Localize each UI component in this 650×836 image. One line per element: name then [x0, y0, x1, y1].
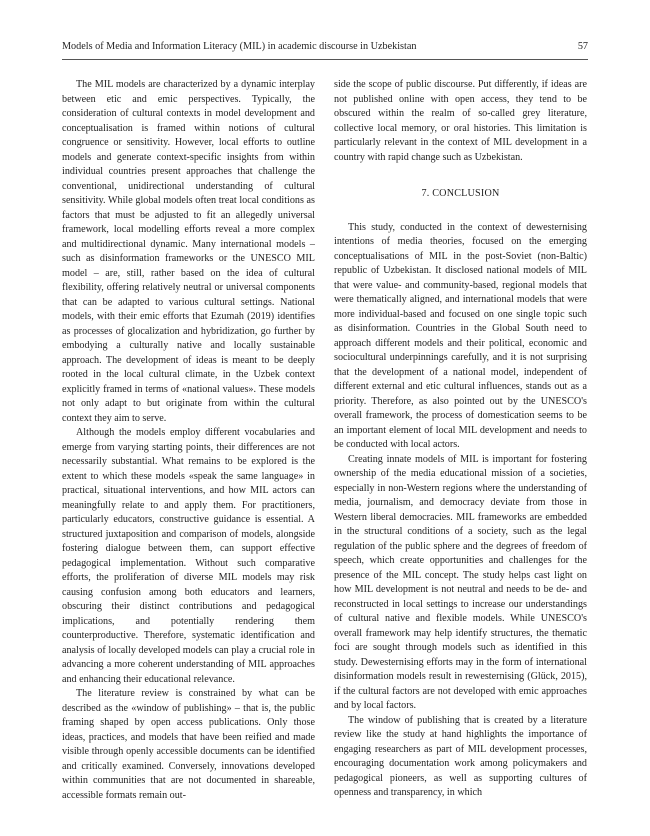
page-number: 57 — [577, 41, 588, 52]
continued-paragraph: side the scope of public discourse. Put differently, if ideas are not published online with open access, they tend to be obscured within the realm of so-called grey literature, collective local memory, or oral histories. This limitation is particularly relevant in the context of MIL development in a country with rapid change such as Uzbekistan. — [334, 79, 587, 163]
left-column — [62, 78, 315, 803]
body-paragraph: The MIL models are characterized by a dynamic interplay between etic and emic perspectives. Typically, the consideration of cultural contexts in model development and conceptualisation is framed within notions of cultural congruence or sensitivity. However, local efforts to outline models and generate context-specific insights from within individual countries present approaches that challenge the conventional, unidirectional understanding of cultural sensitivity. While global models often treat local conditions as factors that must be adjusted to fit an allegedly universal framework, local modelling efforts reveal a more complex and multidirectional dynamic. Many international models – such as disinformation frameworks or the UNESCO MIL model – are, still, rather based on the idea of cultural flexibility, offering relatively neutral or universal components that can be adapted to various cultural settings. National models, with their emic efforts that Ezumah (2019) identifies as processes of glocalization and hybridization, go further by embodying a culturally native and locally sustainable approach. The development of ideas is meant to be deeply rooted in the local cultural climate, in the Uzbek context explicitly framed in terms of «national values». These models not only adapt to but originate from within the cultural context they aim to serve. — [62, 79, 315, 424]
body-paragraph: The literature review is constrained by what can be described as the «window of publishing» – that is, the public framing shaped by open access publications. Only those ideas, practices, and models that have been reified and made visible through openly accessible documents can be identified and critically examined. Conversely, innovations developed within communities that are not documented in shareable, accessible formats remain out- — [62, 688, 315, 801]
body-paragraph: This study, conducted in the context of dewesternising intentions of media theories, focused on the emerging conceptualisations of MIL in the post-Soviet (non-Baltic) republic of Uzbekistan. It disclosed national models of MIL that were value- and community-based, regional models that were thematically aligned, and international models that were more individual-based and focused on one single topic such as disinformation. Countries in the Global South need to approach different models and their political, economic and sociocultural underpinnings carefully, and it is not surprising that the development of a national model, independent of different external and etic cultural influences, stands out as a priority. Therefore, as also pointed out by the UNESCO's overall framework, the process of domestication seems to be an important element of local MIL development and needs to be conducted with local actors. — [334, 221, 587, 450]
running-header — [62, 40, 588, 54]
body-paragraph: Creating innate models of MIL is important for fostering ownership of the media educational mission of a societies, especially in non-Western regions where the understanding of media, journalism, and democracy deviate from those in Western liberal democracies. MIL frameworks are embedded in the structural conditions of a society, such as the legal regulation of the public sphere and the degrees of freedom of speech, which create opportunities and challenges for the presence of the MIL concept. The study helps cast light on how MIL development is not neutral and needs to be de- and reconstructed in local settings to increase our understandings of cultural native and flexible models. While UNESCO's overall framework may help identify structures, the thematic foci are sought through models such as identified in this study. Dewesternising efforts may in the form of international disinformation models result in rewesternising (Glück, 2015), if the cultural factors are not developed with emic approaches and by local factors. — [334, 453, 587, 711]
body-paragraph: Although the models employ different vocabularies and emerge from varying starting points, their differences are not necessarily substantial. What remains to be explored is the extent to which these models «speak the same language» in practical, situational interventions, and how MIL actors can meaningfully relate to and apply them. For practitioners, particularly educators, constructive guidance is essential. A structured juxtaposition and comparison of models, alongside fostering dialogue between them, can support effective pedagogical implementation. Without such comparative efforts, the proliferation of diverse MIL models may risk causing confusion among both educators and learners, obscuring their distinct contributions and pedagogical implications, and potentially rendering them counterproductive. Therefore, systematic identification and analysis of locally developed models can play a crucial role in advancing a more coherent understanding of MIL approaches and enhancing their educational relevance. — [62, 427, 315, 685]
running-title: Models of Media and Information Literacy (MIL) in academic discourse in Uzbekistan — [62, 41, 417, 52]
header-rule — [62, 59, 588, 60]
section-heading-conclusion: 7. CONCLUSION — [421, 188, 500, 199]
body-paragraph: The window of publishing that is created by a literature review like the study at hand highlights the importance of engaging researchers as part of MIL development processes, encouraging documentation work among policymakers and pedagogical pioneers, as well as supporting cultures of openness and transparency, in which — [334, 714, 587, 798]
right-column — [334, 78, 587, 801]
